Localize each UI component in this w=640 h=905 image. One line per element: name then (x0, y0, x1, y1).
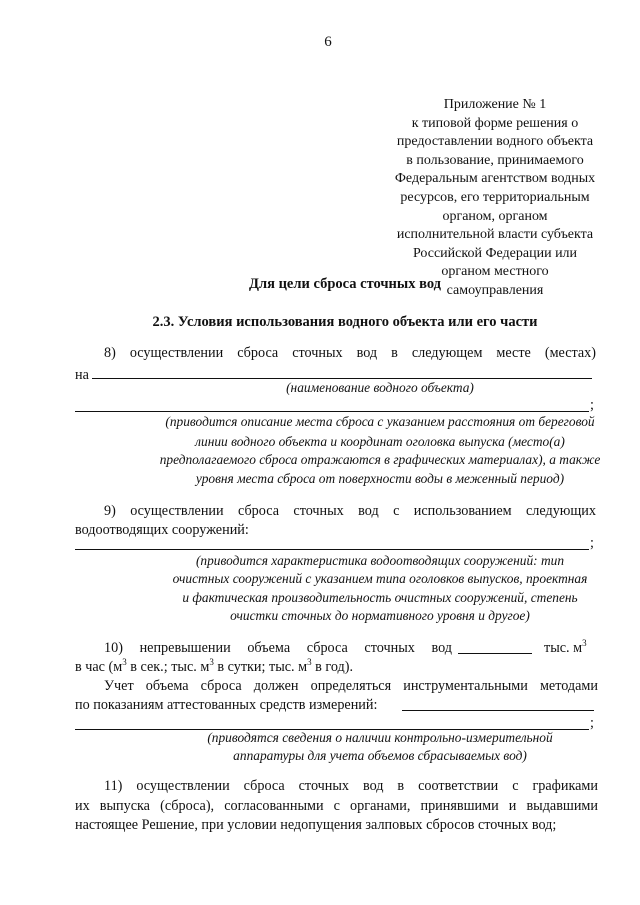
item9-hint-line: (приводится характеристика водоотводящих сооружений: тип (195, 553, 565, 568)
item8-hint-2-line: (приводится описание места сброса с указанием расстояния от береговой (165, 414, 595, 429)
purpose-heading: Для цели сброса сточных вод (248, 276, 442, 292)
item11-line1: 11) осуществлении сброса сточных вод в соответствии с графиками (104, 778, 598, 794)
section-heading: 2.3. Условия использования водного объекта или его части (152, 314, 538, 330)
item10-accounting-line2: по показаниям аттестованных средств измерений: (75, 697, 378, 713)
item9-line2: водоотводящих сооружений: (75, 522, 249, 538)
item9-semicolon: ; (590, 535, 594, 551)
appendix-line: Федеральным агентством водных (394, 171, 596, 187)
item8-blank-line-2 (75, 411, 589, 412)
item10-hint-line: аппаратуры для учета объемов сбрасываемых вод) (233, 748, 527, 763)
item10-unit: тыс. $м^3$ (544, 638, 587, 656)
item9-hint-line: и фактическая производительность очистных сооружений, степень (182, 590, 578, 605)
appendix-line: к типовой форме решения о (411, 115, 579, 131)
item9-hint-line: очистки сточных до нормативного уровня и другое) (230, 608, 530, 623)
item8-prefix: на (75, 367, 89, 383)
item11-line3: настоящее Решение, при условии недопущения залповых сбросов сточных вод; (75, 817, 557, 833)
item10-volume-blank (458, 653, 532, 654)
item10-line2: в час ($м^3$ в сек.; тыс. $м^3$ в сутки; тыс. $м^3$ в год). (75, 657, 354, 675)
appendix-line: органом местного (441, 264, 549, 280)
appendix-line: ресурсов, его территориальным (400, 189, 590, 205)
item8-hint-2-line: уровня места сброса от поверхности воды в меженный период) (195, 471, 565, 486)
item8-hint-2-line: предполагаемого сброса отражаются в графических материалах), а также (159, 452, 601, 467)
item9-hint-line: очистных сооружений с указанием типа оголовков выпусков, проектная (172, 571, 588, 586)
appendix-block (360, 96, 630, 301)
appendix-line: Российской Федерации или (412, 245, 578, 261)
appendix-line: исполнительной власти субъекта (396, 227, 594, 243)
item10-hint-line: (приводятся сведения о наличии контрольно-измерительной (207, 730, 553, 745)
item9-blank-line (75, 549, 589, 550)
item8-hint-1: (наименование водного объекта) (286, 380, 474, 395)
item10-accounting-line1: Учет объема сброса должен определяться инструментальными методами (104, 678, 598, 694)
item10-text: 10) непревышении объема сброса сточных вод (104, 640, 452, 656)
item11-line2: их выпуска (сброса), согласованными с органами, принявшими и выдавшими (75, 798, 598, 814)
item8-hint-2-line: линии водного объекта и координат оголовка выпуска (место(а) (195, 434, 565, 449)
page-number: 6 (324, 34, 332, 50)
appendix-line: самоуправления (446, 282, 544, 298)
item10-measure-blank-1 (402, 710, 594, 711)
item10-unit-sup: 3 (582, 638, 587, 648)
item8-blank-line-1 (92, 378, 592, 379)
appendix-line: Приложение № 1 (443, 97, 547, 112)
appendix-line: в пользование, принимаемого (406, 152, 584, 168)
appendix-line: органом, органом (442, 208, 548, 224)
appendix-line: предоставлении водного объекта (396, 134, 594, 150)
item8-semicolon: ; (590, 397, 594, 413)
item8-line1: 8) осуществлении сброса сточных вод в следующем месте (местах) (104, 345, 596, 361)
item9-line1: 9) осуществлении сброса сточных вод с использованием следующих (104, 503, 596, 519)
item10-semicolon: ; (590, 715, 594, 731)
